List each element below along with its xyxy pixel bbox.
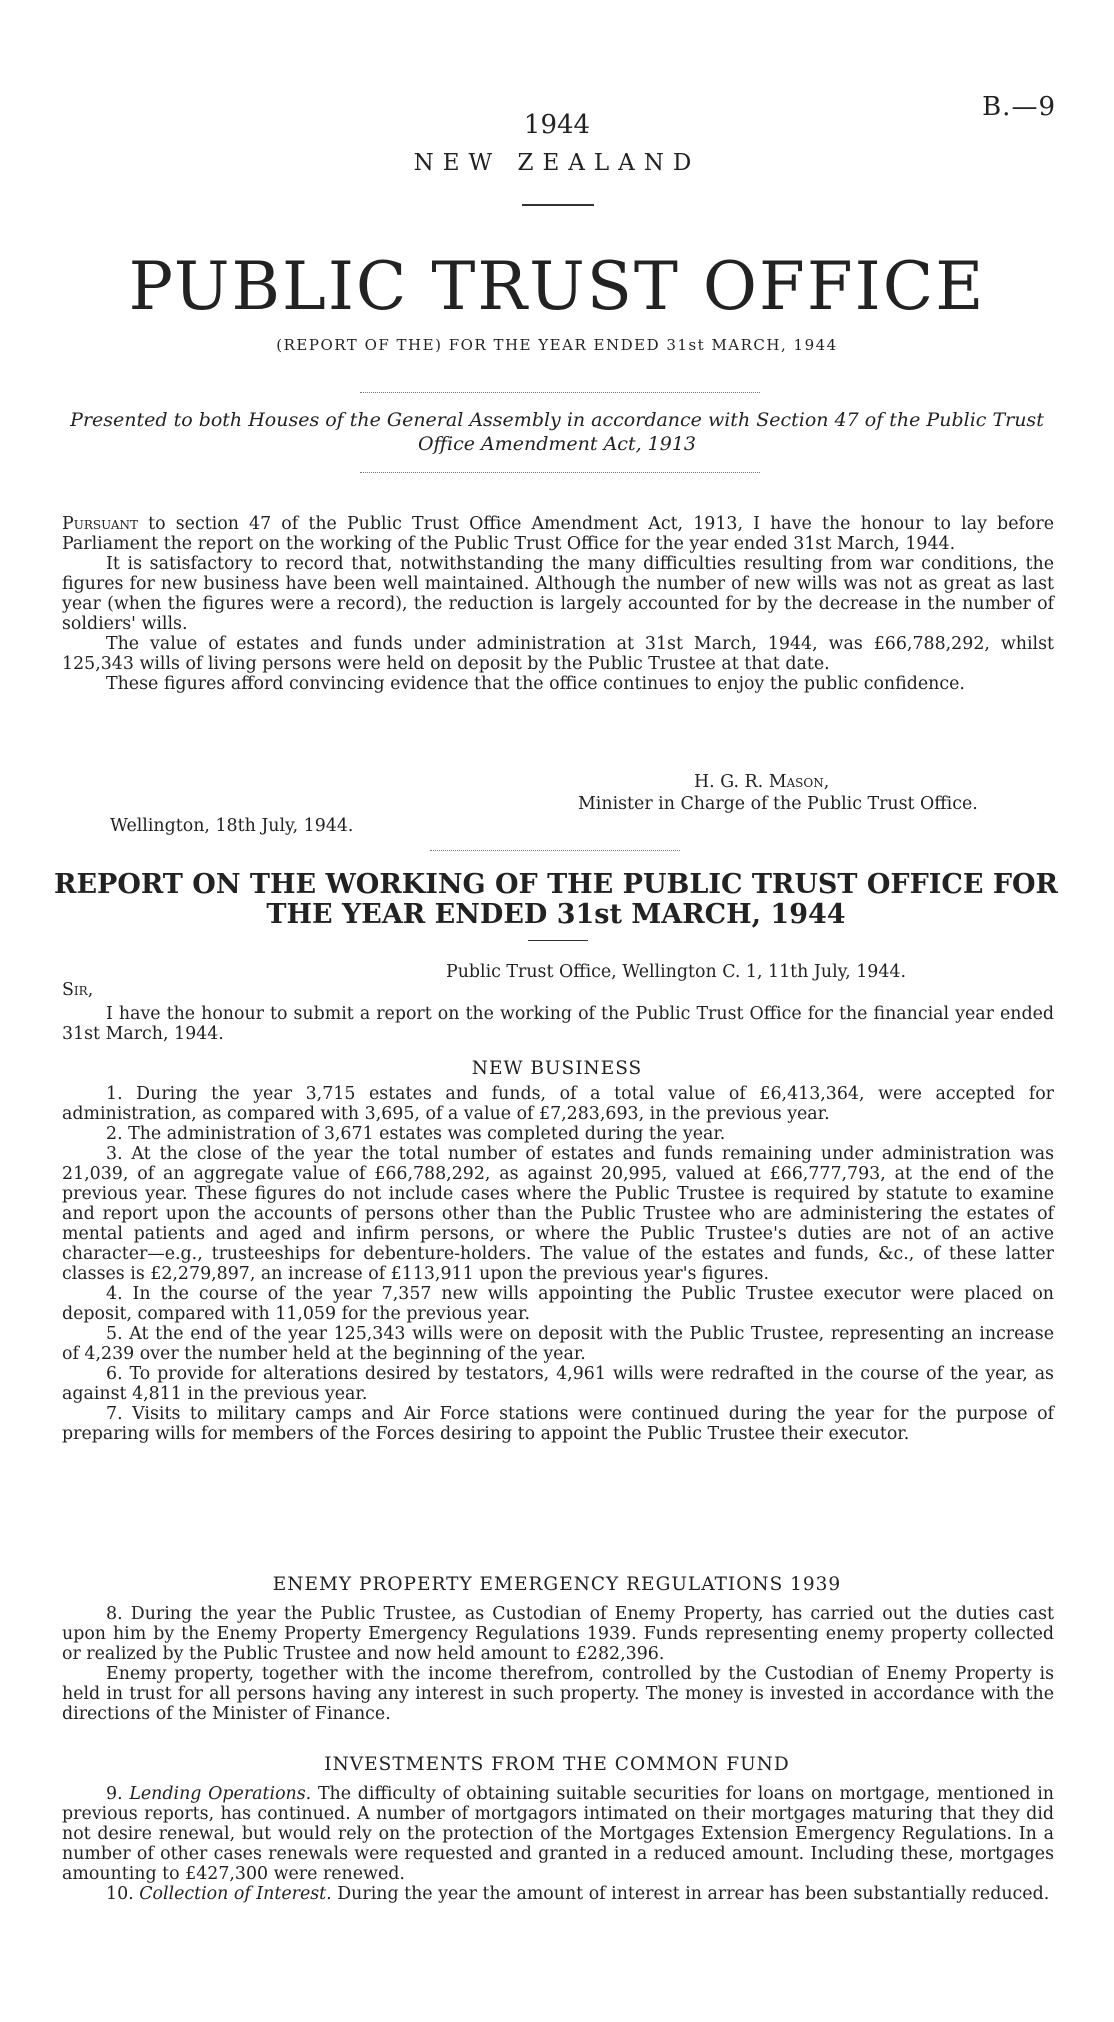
numbered-paragraph: 2. The administration of 3,671 estates was completed during the year. (106, 1124, 726, 1144)
document-title: PUBLIC TRUST OFFICE (128, 248, 986, 325)
paragraph-number: 10. (106, 1884, 140, 1904)
header-rule (522, 204, 594, 206)
parliamentary-paper-reference: B.—9 (982, 92, 1056, 122)
dotted-divider (430, 850, 680, 851)
letter-paragraph: The value of estates and funds under administration at 31st March, 1944, was £66,788,292, whilst 125,343 wills of living persons were held on deposit by the Public Trustee at that date. (62, 634, 1054, 674)
document-subtitle: (REPORT OF THE) FOR THE YEAR ENDED 31st MARCH, 1944 (276, 336, 838, 354)
report-address: Public Trust Office, Wellington C. 1, 11th July, 1944. (446, 962, 906, 982)
country-name: NEW ZEALAND (413, 150, 701, 176)
signatory-position: Minister in Charge of the Public Trust Office. (578, 794, 978, 814)
letter-paragraph: These figures afford convincing evidence that the office continues to enjoy the public confidence. (106, 674, 965, 694)
report-year: 1944 (523, 110, 591, 140)
section-heading-new-business: NEW BUSINESS (471, 1058, 643, 1079)
numbered-paragraph: 5. At the end of the year 125,343 wills were on deposit with the Public Trustee, representing an increase of 4,239 over the number held at the beginning of the year. (62, 1324, 1054, 1364)
letter-paragraph: It is satisfactory to record that, notwithstanding the many difficulties resulting from war conditions, the figures for new business have been well maintained. Although the number of new wills was not as great as last year (when the figures were a record), the reduction is largely accounted for by the decrease in the number of soldiers' wills. (62, 554, 1054, 634)
paragraph-title: Collection of Interest. (139, 1884, 332, 1904)
paragraph-text: During the year the amount of interest in arrear has been substantially reduced. (331, 1884, 1050, 1904)
numbered-paragraph (62, 1884, 1054, 1904)
signatory-name: H. G. R. Mason, (694, 772, 830, 792)
presentation-note: Presented to both Houses of the General Assembly in accordance with Section 47 of the Public Trust Office Amendment Act, 1913 (70, 409, 1044, 455)
paragraph-title: Lending Operations. (129, 1784, 312, 1804)
letter-place-date: Wellington, 18th July, 1944. (110, 816, 354, 836)
section-heading-enemy-property: ENEMY PROPERTY EMERGENCY REGULATIONS 1939 (272, 1574, 842, 1595)
lead-word: Pursuant (62, 514, 138, 534)
dotted-divider (360, 392, 760, 393)
report-rule (528, 940, 588, 941)
numbered-paragraph: 1. During the year 3,715 estates and funds, of a total value of £6,413,364, were accepted for administration, as compared with 3,695, of a value of £7,283,693, in the previous year. (62, 1084, 1054, 1124)
numbered-paragraph: 6. To provide for alterations desired by testators, 4,961 wills were redrafted in the course of the year, as against 4,811 in the previous year. (62, 1364, 1054, 1404)
section-heading-investments: INVESTMENTS FROM THE COMMON FUND (324, 1754, 790, 1775)
numbered-paragraph: 8. During the year the Public Trustee, as Custodian of Enemy Property, has carried out the duties cast upon him by the Enemy Property Emergency Regulations 1939. Funds representing enemy property collected or realized by the Public Trustee and now held amount to £282,396. (62, 1604, 1054, 1664)
numbered-paragraph: 4. In the course of the year 7,357 new wills appointing the Public Trustee executor were placed on deposit, compared with 11,059 for the previous year. (62, 1284, 1054, 1324)
letter-paragraph (62, 514, 1054, 554)
paragraph-number: 9. (106, 1784, 130, 1804)
numbered-paragraph: 3. At the close of the year the total number of estates and funds remaining under administration was 21,039, of an aggregate value of £66,788,292, as against 20,995, valued at £66,777,793, at the end of the previous year. These figures do not include cases where the Public Trustee is required by statute to examine and report upon the accounts of persons other than the Public Trustee who are administering the estates of mental patients and aged and infirm persons, or where the Public Trustee's duties are not of an active character—e.g., trusteeships for debenture-holders. The value of the estates and funds, &c., of these latter classes is £2,279,897, an increase of £113,911 upon the previous year's figures. (62, 1144, 1054, 1284)
report-intro: I have the honour to submit a report on the working of the Public Trust Office for the financial year ended 31st March, 1944. (62, 1004, 1054, 1044)
minister-letter (62, 514, 1054, 694)
numbered-paragraph: 7. Visits to military camps and Air Force stations were continued during the year for the purpose of preparing wills for members of the Forces desiring to appoint the Public Trustee their executor. (62, 1404, 1054, 1444)
paragraph-text: The difficulty of obtaining suitable securities for loans on mortgage, mentioned in previous reports, has continued. A number of mortgagors intimated on their mortgages maturing that they did not desire renewal, but would rely on the protection of the Mortgages Extension Emergency Regulations. In a number of other cases renewals were requested and granted in a reduced amount. Including these, mortgages amounting to £427,300 were renewed. (62, 1784, 1054, 1884)
letter-text: to section 47 of the Public Trust Office Amendment Act, 1913, I have the honour to lay before Parliament the report on the working of the Public Trust Office for the year ended 31st March, 1944. (62, 514, 1054, 554)
enemy-property-section (62, 1604, 1054, 1724)
paragraph: Enemy property, together with the income therefrom, controlled by the Custodian of Enemy Property is held in trust for all persons having any interest in such property. The money is invested in accordance with the directions of the Minister of Finance. (62, 1664, 1054, 1724)
new-business-section (62, 1084, 1054, 1444)
investments-section (62, 1784, 1054, 1904)
report-heading: REPORT ON THE WORKING OF THE PUBLIC TRUST OFFICE FOR THE YEAR ENDED 31st MARCH, 1944 (54, 869, 1058, 930)
dotted-divider (360, 472, 760, 473)
numbered-paragraph (62, 1784, 1054, 1884)
salutation: Sir, (62, 980, 94, 1000)
